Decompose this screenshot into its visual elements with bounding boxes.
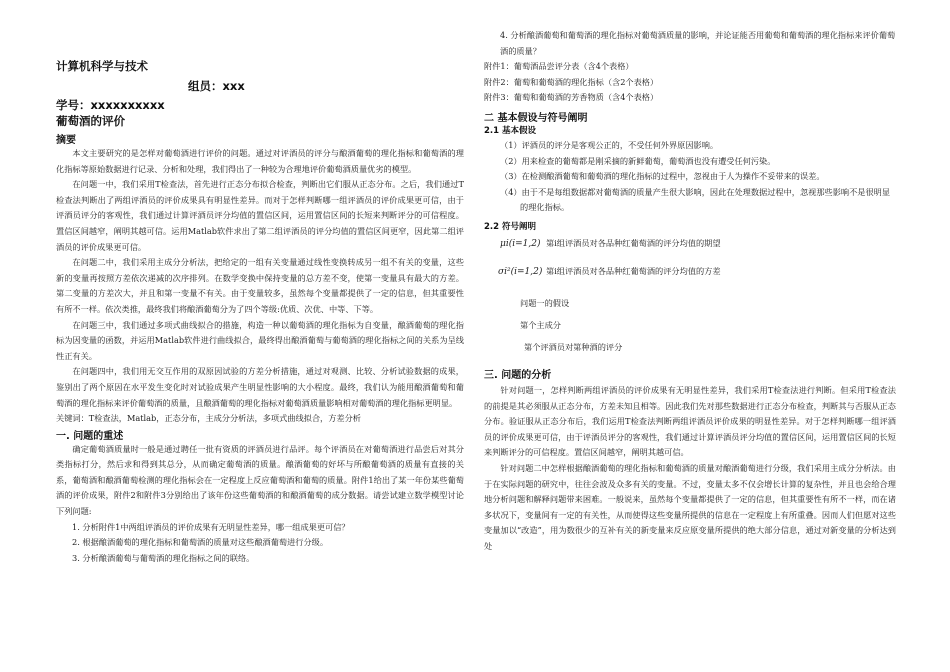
problem-item-1: 1. 分析附件1中两组评酒员的评价成果有无明显性差异，哪一组成果更可信？: [72, 521, 350, 532]
symbol-sigma-description: 第i组评酒员对各品种红葡萄酒的评分均值的方差: [546, 266, 721, 277]
abstract-paragraph-5: 在问题四中，我们用无交互作用的双原因试验的方差分析措施，通过对观测、比较、分析试验数据的成果，鉴别出了两个原因在水平发生变化时对试验成果产生明显性影响的大小程度。最终，我们认为能用酿酒葡萄和葡萄酒的理化指标来评价葡萄酒的质量，且酿酒葡萄的理化指标对葡萄酒质量影响相对葡萄酒的理化指标更明显。: [56, 366, 464, 408]
abstract-paragraph-1: 本文主要研究的是怎样对葡萄酒进行评价的问题。通过对评酒员的评分与酿酒葡萄的理化指标和葡萄酒的理化指标等原始数据进行记录、分析和处理，我们得出了一种较为合理地评价葡萄酒质量优劣的模型。: [56, 148, 464, 174]
attachment-2: 附件2：葡萄和葡萄酒的理化指标（含2个表格）: [484, 76, 659, 87]
keywords: 关键词：T检查法，Matlab，正态分布，主成分分析法，多项式曲线拟合，方差分析: [56, 413, 361, 424]
section3-paragraph-2: 针对问题二中怎样根据酿酒葡萄的理化指标和葡萄酒的质量对酿酒葡萄进行分级，我们采用主成分分析法。由于在实际问题的研究中，往往会波及众多有关的变量。不过，变量太多不仅会增长计算的复杂性，并且也会给合理地分析问题和解释问题带来困难。一般说来，虽然每个变量都提供了一定的信息，但其重要性有所不一样，而在诸多状况下，变量间有一定的有关性，从而使得这些变量所提供的信息在一定程度上有所重叠。因而人们但愿对这些变量加以“改造”，用为数很少的互补有关的新变量来反应原变量所提供的绝大部分信息，通过对新变量的分析达到处: [484, 462, 896, 551]
symbol-score-description: 第个评酒员对第种酒的评分: [524, 341, 623, 352]
section1-heading: 一. 问题的重述: [56, 430, 124, 442]
section3-heading: 三. 问题的分析: [484, 369, 552, 381]
assumption-2: （2）用来检查的葡萄都是刚采摘的新鲜葡萄，葡萄酒也没有遭受任何污染。: [500, 155, 776, 166]
attachment-3: 附件3：葡萄和葡萄酒的芳香物质（含4个表格）: [484, 92, 659, 103]
abstract-paragraph-4: 在问题三中，我们通过多项式曲线拟合的措施，构造一种以葡萄酒的理化指标为自变量，酿酒葡萄的理化指标为因变量的函数，并运用Matlab软件进行曲线拟合，最终得出酿酒葡萄与葡萄酒的理化指标之间的关系为呈线性正有关。: [56, 319, 464, 361]
abstract-paragraph-3: 在问题二中，我们采用主成分分析法，把给定的一组有关变量通过线性变换转成另一组不有关的变量，这些新的变量再按照方差依次递减的次序排列。在数学变换中保持变量的总方差不变，使第一变量具有最大的方差。第二变量的方差次大，并且和第一变量不有关。由于变量较多，虽然每个变量都提供了一定的信息，但其重要性有所不一样。依次类推，最终我们将酿酒葡萄分为了四个等级:优质、次优、中等、下等。: [56, 257, 464, 314]
problem-item-4: 4. 分析酿酒葡萄和葡萄酒的理化指标对葡萄酒质量的影响，并论证能否用葡萄和葡萄酒的理化指标来评价葡萄酒的质量？: [500, 30, 896, 56]
student-id: 学号：xxxxxxxxxx: [56, 98, 165, 112]
symbol-row-1: [484, 234, 896, 254]
section2-heading: 二 基本假设与符号阐明: [484, 112, 588, 124]
left-column: [56, 0, 464, 566]
assumption-4: （4）由于不是每组数据都对葡萄酒的质量产生很大影响，因此在处理数据过程中，忽视那些影响不是很明显的理化指标。: [500, 186, 891, 213]
symbols-subheading: 2.2 符号阐明: [484, 221, 537, 232]
problem-item-2: 2. 根据酿酒葡萄的理化指标和葡萄酒的质量对这些酿酒葡萄进行分级。: [72, 537, 329, 548]
assumption-3: （3）在检测酿酒葡萄和葡萄酒的理化指标的过程中，忽视由于人为操作不妥带来的误差。: [500, 171, 825, 182]
group-members: 组员：xxx: [188, 79, 245, 93]
category-heading: 计算机科学与技术: [56, 59, 148, 73]
abstract-heading: 摘要: [56, 135, 76, 146]
section1-paragraph: 确定葡萄酒质量时一般是通过聘任一批有资质的评酒员进行品评。每个评酒员在对葡萄酒进行品尝后对其分类指标打分，然后求和得到其总分，从而确定葡萄酒的质量。酿酒葡萄的好坏与所酿葡萄酒的质量有直接的关系，葡萄酒和酿酒葡萄检测的理化指标会在一定程度上反应葡萄酒和葡萄的质量。附件1给出了某一年份某些葡萄酒的评价成果，附件2和附件3分别给出了该年份这些葡萄酒的和酿酒葡萄的成分数据。请尝试建立数学模型讨论下列问题:: [56, 443, 464, 517]
abstract-paragraph-2: 在问题一中，我们采用T检查法，首先进行正态分布拟合检查，判断出它们服从正态分布。之后，我们通过T检查法判断出了两组评酒员的评价成果具有明显性差异。而对于怎样判断哪一组评酒员的评价成果更可信，由于评酒员评分的客观性，我们通过计算评酒员评分均值的置信区间，运用置信区间的长短来判断评分的可信程度。置信区间越窄，阐明其越可信。运用Matlab软件求出了第二组评酒员的评分均值的置信区间更窄，因此第二组评酒员的评价成果更可信。: [56, 179, 464, 252]
assumptions-subheading: 2.1 基本假设: [484, 125, 537, 136]
symbol-component-description: 第个主成分: [520, 319, 561, 330]
symbol-mu: μi(i=1,2): [500, 238, 541, 249]
paper-title: 葡萄酒的评价: [56, 114, 125, 128]
attachment-1: 附件1：葡萄酒品尝评分表（含4个表格）: [484, 61, 634, 72]
symbol-mu-description: 第i组评酒员对各品种红葡萄酒的评分均值的期望: [546, 238, 721, 249]
section3-paragraph-1: 针对问题一，怎样判断两组评酒员的评价成果有无明显性差异，我们采用T检查法进行判断。但采用T检查法的前提是其必须服从正态分布，方差未知且相等。因此我们先对那些数据进行正态分布检查，判断其与否服从正态分布。验证服从正态分布后，我们运用T检查法判断两组评酒员评价成果的明显性差异。对于怎样判断哪一组评酒员的评价成果更可信，由于评酒员评分的客观性，我们通过计算评酒员评分均值的置信区间，运用置信区间的长短来判断评分的可信程度。置信区间越窄，阐明其越可信。: [484, 384, 896, 458]
assumption-1: （1）评酒员的评分是客观公正的，不受任何外界原因影响。: [500, 139, 719, 150]
right-column: [484, 0, 896, 554]
symbol-h0-description: 问题一的假设: [520, 297, 570, 308]
problem-item-3: 3. 分析酿酒葡萄与葡萄酒的理化指标之间的联络。: [72, 552, 255, 563]
symbol-sigma: σi²(i=1,2): [498, 266, 543, 277]
symbol-row-2: [484, 258, 896, 286]
